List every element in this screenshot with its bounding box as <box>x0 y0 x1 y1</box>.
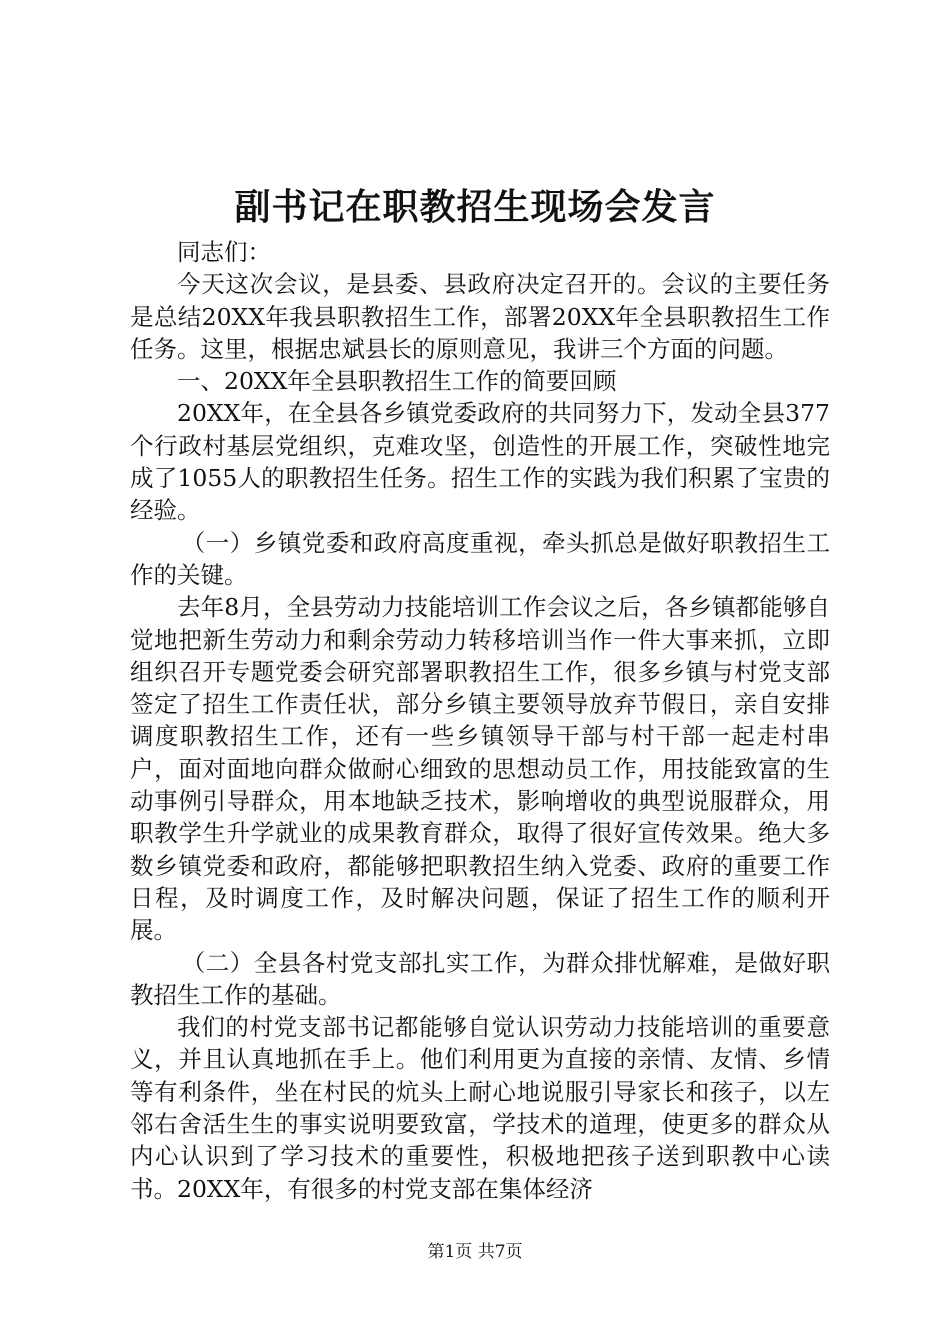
page-number-footer: 第1页 共7页 <box>427 1242 523 1262</box>
paragraph-village-efforts: 我们的村党支部书记都能够自觉认识劳动力技能培训的重要意义，并且认真地抓在手上。他们利用更为直接的亲情、友情、乡情等有利条件，坐在村民的炕头上耐心地说服引导家长和孩子，以左邻右舍活生生的事实说明要致富，学技术的道理，使更多的群众从内心认识到了学习技术的重要性，积极地把孩子送到职教中心读书。20XX年，有很多的村党支部在集体经济 <box>130 1013 830 1203</box>
document-title: 副书记在职教招生现场会发言 <box>234 186 716 228</box>
paragraph-intro: 今天这次会议，是县委、县政府决定召开的。会议的主要任务是总结20XX年我县职教招生工作，部署20XX年全县职教招生工作任务。这里，根据忠斌县长的原则意见，我讲三个方面的问题。 <box>130 270 830 363</box>
salutation: 同志们： <box>177 238 271 266</box>
section-heading-1: 一、20XX年全县职教招生工作的简要回顾 <box>177 367 617 396</box>
paragraph-review: 20XX年，在全县各乡镇党委政府的共同努力下，发动全县377个行政村基层党组织，克难攻坚，创造性的开展工作，突破性地完成了1055人的职教招生任务。招生工作的实践为我们积累了宝贵的经验。 <box>130 399 830 525</box>
document-body <box>130 236 830 1205</box>
subheading-1: （一）乡镇党委和政府高度重视，牵头抓总是做好职教招生工作的关键。 <box>130 528 830 589</box>
paragraph-town-efforts: 去年8月，全县劳动力技能培训工作会议之后，各乡镇都能够自觉地把新生劳动力和剩余劳动力转移培训当作一件大事来抓，立即组织召开专题党委会研究部署职教招生工作，很多乡镇与村党支部签定了招生工作责任状，部分乡镇主要领导放弃节假日，亲自安排调度职教招生工作，还有一些乡镇领导干部与村干部一起走村串户，面对面地向群众做耐心细致的思想动员工作，用技能致富的生动事例引导群众，用本地缺乏技术，影响增收的典型说服群众，用职教学生升学就业的成果教育群众，取得了很好宣传效果。绝大多数乡镇党委和政府，都能够把职教招生纳入党委、政府的重要工作日程，及时调度工作，及时解决问题，保证了招生工作的顺利开展。 <box>130 593 830 945</box>
subheading-2: （二）全县各村党支部扎实工作，为群众排忧解难，是做好职教招生工作的基础。 <box>130 948 830 1009</box>
